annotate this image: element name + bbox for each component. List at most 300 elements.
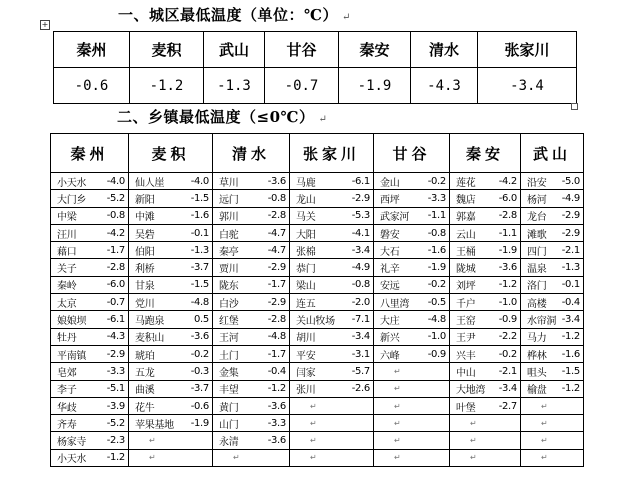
township-temperature: -1.9 <box>427 262 446 274</box>
township-temperature: -1.1 <box>498 227 517 239</box>
township-cell <box>450 449 521 466</box>
township-cell <box>374 432 450 449</box>
table-row <box>51 415 584 432</box>
township-name: 小天水 <box>57 454 87 466</box>
township-temperature: -1.0 <box>498 296 517 308</box>
township-temperature: -0.4 <box>561 296 580 308</box>
township-cell <box>374 363 450 380</box>
township-cell <box>521 224 584 241</box>
township-name: 永清 <box>219 437 239 449</box>
township-name: 大庄 <box>380 316 400 328</box>
township-name: 党川 <box>135 298 155 310</box>
township-cell <box>450 276 521 293</box>
township-name: 马跑泉 <box>135 316 165 328</box>
township-name: 麦积山 <box>135 333 165 345</box>
township-cell <box>129 328 213 345</box>
township-name: 远门 <box>219 194 239 206</box>
township-cell <box>450 432 521 449</box>
township-cell <box>290 432 374 449</box>
township-cell <box>213 173 290 190</box>
township-temperature: -6.1 <box>351 175 370 187</box>
township-temperature: -1.5 <box>190 192 209 204</box>
table-row <box>51 190 584 207</box>
city-value-cell: -0.6 <box>54 68 130 104</box>
township-temperature: -0.1 <box>190 227 209 239</box>
township-cell <box>51 380 129 397</box>
township-name: 王尹 <box>456 333 476 345</box>
cell-end-mark-icon: ↵ <box>149 453 156 463</box>
township-name: 关子 <box>57 264 77 276</box>
township-temperature: -4.0 <box>106 175 125 187</box>
township-name: 西坪 <box>380 194 400 206</box>
township-header-cell: 武山 <box>521 134 584 173</box>
township-name: 兴丰 <box>456 350 476 362</box>
township-name: 杨河 <box>527 194 547 206</box>
township-name: 中山 <box>456 367 476 379</box>
township-name: 刘坪 <box>456 281 476 293</box>
township-cell <box>51 259 129 276</box>
section2-title: 二、乡镇最低温度（≤0℃） <box>117 108 315 126</box>
township-temperature: -1.2 <box>267 383 286 395</box>
township-cell <box>51 397 129 414</box>
cell-end-mark-icon: ↵ <box>310 418 317 428</box>
cell-end-mark-icon: ↵ <box>394 384 401 394</box>
township-temperature: -6.0 <box>498 192 517 204</box>
township-temperature: -1.1 <box>427 210 446 222</box>
city-header-cell: 秦安 <box>339 32 411 68</box>
township-name: 花牛 <box>135 402 155 414</box>
township-cell <box>51 345 129 362</box>
city-header-cell: 麦积 <box>130 32 204 68</box>
township-cell <box>290 328 374 345</box>
township-temperature: -1.5 <box>190 279 209 291</box>
township-temperature: -0.6 <box>190 400 209 412</box>
township-name: 郭川 <box>219 212 239 224</box>
table-row <box>51 328 584 345</box>
township-header-cell: 秦州 <box>51 134 129 173</box>
township-name: 大门乡 <box>57 194 87 206</box>
township-cell <box>51 363 129 380</box>
cell-end-mark-icon: ↵ <box>394 401 401 411</box>
township-temperature: -2.8 <box>498 210 517 222</box>
township-name: 琥珀 <box>135 350 155 362</box>
section1-title: 一、城区最低温度（单位：℃） <box>118 6 338 24</box>
township-temperature: -2.2 <box>498 331 517 343</box>
table-row <box>51 259 584 276</box>
city-value-cell: -1.3 <box>204 68 265 104</box>
township-name: 龙台 <box>527 212 547 224</box>
table-row <box>51 363 584 380</box>
township-name: 中滩 <box>135 212 155 224</box>
township-cell <box>450 345 521 362</box>
township-cell <box>521 173 584 190</box>
township-cell <box>51 242 129 259</box>
township-name: 恭门 <box>296 264 316 276</box>
township-name: 温泉 <box>527 264 547 276</box>
cell-end-mark-icon: ↵ <box>233 453 240 463</box>
cell-end-mark-icon: ↵ <box>394 453 401 463</box>
table-row <box>51 224 584 241</box>
cell-end-mark-icon: ↵ <box>394 436 401 446</box>
city-value-cell: -1.9 <box>339 68 411 104</box>
township-temperature: -4.7 <box>267 227 286 239</box>
cell-end-mark-icon: ↵ <box>541 418 548 428</box>
township-temperature: -1.6 <box>427 244 446 256</box>
township-cell <box>450 397 521 414</box>
township-cell <box>521 294 584 311</box>
section2-heading <box>117 106 327 127</box>
city-value-cell: -3.4 <box>478 68 577 104</box>
township-name: 郭嘉 <box>456 212 476 224</box>
township-cell <box>374 380 450 397</box>
township-name: 平南镇 <box>57 350 87 362</box>
township-temperature: -0.9 <box>498 314 517 326</box>
township-cell <box>450 224 521 241</box>
township-cell <box>374 207 450 224</box>
township-temperature: -5.0 <box>561 175 580 187</box>
township-name: 王桶 <box>456 246 476 258</box>
township-temperature: -5.2 <box>106 417 125 429</box>
table-row <box>51 380 584 397</box>
township-name: 大阳 <box>296 229 316 241</box>
township-name: 闫家 <box>296 367 316 379</box>
township-cell <box>290 173 374 190</box>
township-cell <box>129 224 213 241</box>
township-cell <box>450 415 521 432</box>
township-cell <box>374 190 450 207</box>
township-name: 苹果基地 <box>135 419 174 431</box>
township-name: 山门 <box>219 419 239 431</box>
township-cell <box>521 276 584 293</box>
township-temperature: -3.3 <box>427 192 446 204</box>
township-cell <box>51 449 129 466</box>
township-cell <box>374 345 450 362</box>
township-name: 叶堡 <box>456 402 476 414</box>
township-name: 王窑 <box>456 316 476 328</box>
table-row <box>51 397 584 414</box>
township-cell <box>129 294 213 311</box>
township-cell <box>450 242 521 259</box>
township-temperature: -2.9 <box>106 348 125 360</box>
township-name: 磐安 <box>380 229 400 241</box>
city-value-cell: -0.7 <box>265 68 339 104</box>
township-cell <box>521 311 584 328</box>
township-cell <box>213 242 290 259</box>
cell-end-mark-icon: ↵ <box>541 453 548 463</box>
township-temperature: -4.3 <box>106 331 125 343</box>
township-temperature: -6.0 <box>106 279 125 291</box>
township-cell <box>450 380 521 397</box>
township-name: 甘泉 <box>135 281 155 293</box>
township-header-cell: 秦安 <box>450 134 521 173</box>
township-cell <box>129 380 213 397</box>
township-cell <box>374 397 450 414</box>
city-header-cell: 秦州 <box>54 32 130 68</box>
township-name: 连五 <box>296 298 316 310</box>
township-temperature: -1.6 <box>190 210 209 222</box>
township-name: 伯阳 <box>135 246 155 258</box>
township-cell <box>129 363 213 380</box>
township-header-cell: 麦积 <box>129 134 213 173</box>
township-header-cell: 清水 <box>213 134 290 173</box>
township-cell <box>213 259 290 276</box>
township-cell <box>129 242 213 259</box>
township-cell <box>129 190 213 207</box>
township-cell <box>450 363 521 380</box>
township-cell <box>129 415 213 432</box>
city-header-row <box>54 32 577 68</box>
township-name: 大地湾 <box>456 385 486 397</box>
township-header-cell: 甘谷 <box>374 134 450 173</box>
township-temperature: -4.7 <box>267 244 286 256</box>
township-name: 中梁 <box>57 212 77 224</box>
township-cell <box>290 190 374 207</box>
table-row <box>51 449 584 466</box>
township-name: 六峰 <box>380 350 400 362</box>
township-temperature: -0.8 <box>351 279 370 291</box>
city-header-cell: 清水 <box>411 32 478 68</box>
city-value-cell: -1.2 <box>130 68 204 104</box>
township-temperature: -6.1 <box>106 314 125 326</box>
township-name: 马鹿 <box>296 177 316 189</box>
township-name: 李子 <box>57 385 77 397</box>
township-cell <box>290 276 374 293</box>
township-cell <box>374 294 450 311</box>
township-temperature: -2.9 <box>267 296 286 308</box>
township-cell <box>129 276 213 293</box>
township-cell <box>51 294 129 311</box>
township-temperature: -3.4 <box>561 314 580 326</box>
township-temperature: -1.2 <box>498 279 517 291</box>
township-temperature: -3.6 <box>190 331 209 343</box>
township-temperature: -4.9 <box>561 192 580 204</box>
township-cell <box>51 432 129 449</box>
township-name: 齐寿 <box>57 419 77 431</box>
township-temperature: -3.6 <box>267 175 286 187</box>
township-name: 平安 <box>296 350 316 362</box>
table-row <box>51 207 584 224</box>
table-move-handle-icon[interactable]: + <box>41 20 49 29</box>
table-row <box>51 345 584 362</box>
township-temperature: -2.8 <box>267 210 286 222</box>
township-cell <box>213 207 290 224</box>
city-value-row <box>54 68 577 104</box>
township-name: 王河 <box>219 333 239 345</box>
township-temperature: -0.9 <box>427 348 446 360</box>
township-temperature: -2.9 <box>561 210 580 222</box>
township-cell <box>290 311 374 328</box>
township-temperature: -2.8 <box>267 314 286 326</box>
city-header-cell: 武山 <box>204 32 265 68</box>
township-cell <box>290 415 374 432</box>
township-name: 胡川 <box>296 333 316 345</box>
township-name: 藉口 <box>57 246 77 258</box>
township-name: 桦林 <box>527 350 547 362</box>
township-name: 武家河 <box>380 212 410 224</box>
table-row <box>51 432 584 449</box>
township-temperature: -2.9 <box>561 227 580 239</box>
city-temperature-table <box>53 31 577 104</box>
township-cell <box>374 415 450 432</box>
township-name: 汪川 <box>57 229 77 241</box>
table-row <box>51 173 584 190</box>
township-temperature: -3.7 <box>190 262 209 274</box>
township-cell <box>213 432 290 449</box>
township-cell <box>129 259 213 276</box>
township-name: 白驼 <box>219 229 239 241</box>
township-temperature: -3.4 <box>351 331 370 343</box>
township-cell <box>51 311 129 328</box>
township-name: 利桥 <box>135 264 155 276</box>
township-temperature: 0.5 <box>193 314 209 326</box>
township-cell <box>129 311 213 328</box>
township-name: 陇东 <box>219 281 239 293</box>
township-name: 娘娘坝 <box>57 316 87 328</box>
cell-end-mark-icon: ↵ <box>394 366 401 376</box>
township-name: 太京 <box>57 298 77 310</box>
township-cell <box>521 363 584 380</box>
township-cell <box>290 345 374 362</box>
township-name: 高楼 <box>527 298 547 310</box>
township-temperature: -0.5 <box>427 296 446 308</box>
township-cell <box>290 380 374 397</box>
township-name: 四门 <box>527 246 547 258</box>
township-cell <box>450 328 521 345</box>
township-cell <box>374 311 450 328</box>
township-temperature: -2.0 <box>351 296 370 308</box>
township-temperature: -2.1 <box>561 244 580 256</box>
township-name: 五龙 <box>135 367 155 379</box>
township-temperature: -1.9 <box>498 244 517 256</box>
township-cell <box>129 207 213 224</box>
township-name: 贾川 <box>219 264 239 276</box>
township-header-row <box>51 134 584 173</box>
township-temperature: -2.1 <box>498 365 517 377</box>
township-cell <box>521 242 584 259</box>
township-temperature: -1.2 <box>106 452 125 464</box>
township-temperature: -3.9 <box>106 400 125 412</box>
township-cell <box>521 328 584 345</box>
township-temperature: -4.2 <box>106 227 125 239</box>
township-temperature: -3.3 <box>267 417 286 429</box>
township-cell <box>374 224 450 241</box>
cell-end-mark-icon: ↵ <box>541 436 548 446</box>
township-temperature: -0.8 <box>267 192 286 204</box>
township-cell <box>450 173 521 190</box>
township-cell <box>521 207 584 224</box>
township-name: 大石 <box>380 246 400 258</box>
table-row <box>51 311 584 328</box>
township-temperature: -0.8 <box>427 227 446 239</box>
township-cell <box>450 259 521 276</box>
township-name: 咀头 <box>527 367 547 379</box>
township-temperature: -1.6 <box>561 348 580 360</box>
township-cell <box>374 259 450 276</box>
township-cell <box>521 380 584 397</box>
township-cell <box>290 294 374 311</box>
township-temperature: -0.2 <box>427 279 446 291</box>
township-temperature: -5.3 <box>351 210 370 222</box>
township-cell <box>213 397 290 414</box>
township-temperature: -4.1 <box>351 227 370 239</box>
cell-end-mark-icon: ↵ <box>470 453 477 463</box>
township-name: 小天水 <box>57 177 87 189</box>
township-cell <box>521 449 584 466</box>
township-cell <box>290 224 374 241</box>
township-name: 金集 <box>219 367 239 379</box>
township-name: 草川 <box>219 177 239 189</box>
section1-heading <box>118 4 351 25</box>
township-cell <box>213 345 290 362</box>
township-temperature: -2.3 <box>106 435 125 447</box>
township-temperature: -3.4 <box>498 383 517 395</box>
township-temperature: -1.9 <box>190 417 209 429</box>
township-temperature: -3.3 <box>106 365 125 377</box>
township-cell <box>374 242 450 259</box>
township-cell <box>290 259 374 276</box>
township-cell <box>521 415 584 432</box>
township-name: 安远 <box>380 281 400 293</box>
township-cell <box>374 328 450 345</box>
township-name: 关山牧场 <box>296 316 335 328</box>
township-cell <box>213 294 290 311</box>
township-temperature: -4.0 <box>190 175 209 187</box>
township-temperature-table <box>50 133 584 467</box>
township-name: 牡丹 <box>57 333 77 345</box>
township-cell <box>374 173 450 190</box>
township-cell <box>450 294 521 311</box>
township-temperature: -2.8 <box>106 262 125 274</box>
township-name: 礼辛 <box>380 264 400 276</box>
township-cell <box>521 259 584 276</box>
township-temperature: -0.3 <box>190 365 209 377</box>
township-temperature: -2.7 <box>498 400 517 412</box>
township-header-cell: 张家川 <box>290 134 374 173</box>
table-row <box>51 294 584 311</box>
township-temperature: -1.7 <box>267 348 286 360</box>
cell-end-mark-icon: ↵ <box>149 436 156 446</box>
township-temperature: -1.2 <box>561 331 580 343</box>
township-temperature: -3.7 <box>190 383 209 395</box>
township-cell <box>51 224 129 241</box>
township-temperature: -2.9 <box>267 262 286 274</box>
township-name: 陇城 <box>456 264 476 276</box>
township-name: 华歧 <box>57 402 77 414</box>
township-temperature: -2.6 <box>351 383 370 395</box>
township-temperature: -1.5 <box>561 365 580 377</box>
township-temperature: -4.9 <box>351 262 370 274</box>
township-cell <box>450 311 521 328</box>
township-temperature: -2.9 <box>351 192 370 204</box>
township-temperature: -1.2 <box>561 383 580 395</box>
township-name: 秦亭 <box>219 246 239 258</box>
township-cell <box>51 207 129 224</box>
township-cell <box>290 363 374 380</box>
township-cell <box>521 190 584 207</box>
township-cell <box>290 242 374 259</box>
township-temperature: -5.1 <box>106 383 125 395</box>
township-name: 吴砦 <box>135 229 155 241</box>
township-temperature: -5.7 <box>351 365 370 377</box>
table-row <box>51 242 584 259</box>
township-name: 仙人崖 <box>135 177 165 189</box>
township-name: 新阳 <box>135 194 155 206</box>
township-name: 水帘洞 <box>527 316 557 328</box>
table-resize-handle-icon[interactable] <box>571 103 578 110</box>
township-temperature: -1.0 <box>427 331 446 343</box>
township-name: 马关 <box>296 212 316 224</box>
township-name: 滩歌 <box>527 229 547 241</box>
